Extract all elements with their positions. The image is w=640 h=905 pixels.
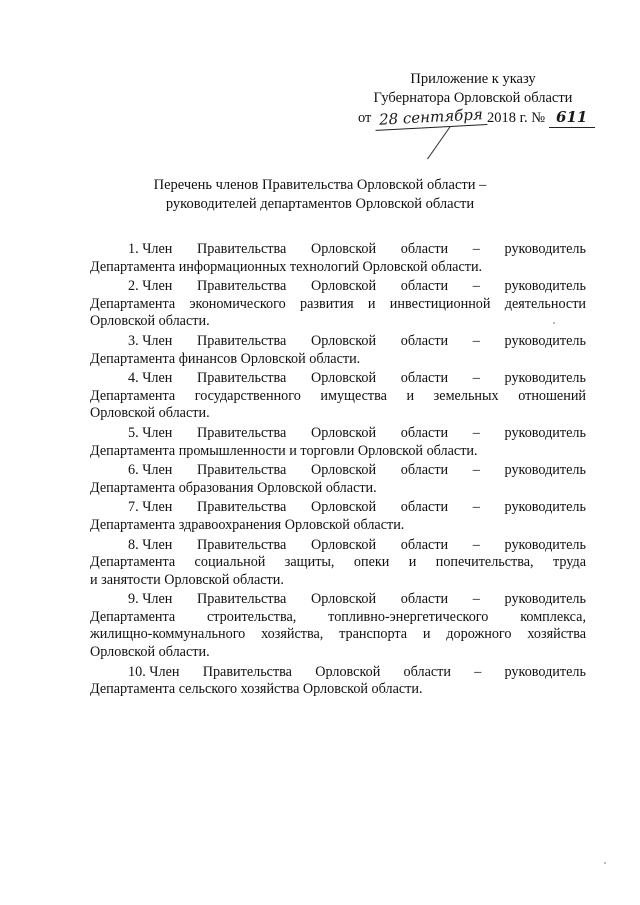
- list-item-word: области: [400, 424, 449, 441]
- list-item: [90, 425, 586, 460]
- list-item-word: Правительства: [202, 663, 292, 680]
- list-item-continuation: Департамента государственного имущества и земельных отношений: [90, 387, 586, 404]
- list-item: [90, 537, 586, 590]
- list-item: [90, 333, 586, 368]
- list-item: [90, 278, 586, 331]
- list-item-word: 2. Член: [128, 278, 173, 295]
- document-title: [90, 176, 550, 214]
- appendix-header-line-1: Приложение к указу: [410, 71, 536, 87]
- list-item-word: Правительства: [197, 332, 287, 349]
- list-item-word: руководитель: [504, 278, 586, 295]
- list-item-word: области: [400, 462, 449, 479]
- list-item-continuation: Орловской области.: [90, 313, 210, 330]
- list-item-continuation: Орловской области.: [90, 644, 210, 661]
- list-item-word: 9. Член: [128, 591, 173, 608]
- list-item-continuation: Департамента образования Орловской области.: [90, 479, 377, 496]
- list-item-word: 1. Член: [128, 241, 173, 257]
- document-title-line-2: руководителей департаментов Орловской области: [165, 196, 475, 212]
- list-item-word: Орловской: [310, 278, 377, 295]
- list-item-continuation: Департамента сельского хозяйства Орловской области.: [90, 681, 423, 698]
- list-item-word: 7. Член: [128, 499, 173, 516]
- list-item-word: руководитель: [504, 499, 586, 516]
- list-item-word: 10. Член: [128, 663, 180, 680]
- scan-speck: [553, 322, 555, 324]
- list-item-word: –: [472, 424, 480, 441]
- list-item-word: области: [400, 499, 449, 516]
- list-item-first-line: [90, 499, 586, 517]
- document-title-line-1: Перечень членов Правительства Орловской области –: [153, 177, 487, 193]
- list-item-word: Орловской: [310, 536, 377, 553]
- list-item-word: области: [400, 591, 449, 608]
- list-item-word: руководитель: [504, 241, 586, 257]
- list-item-continuation: Орловской области.: [90, 405, 210, 422]
- list-item-word: области: [400, 332, 449, 349]
- list-item: [90, 370, 586, 423]
- list-item-word: Правительства: [197, 462, 287, 479]
- list-item-word: руководитель: [504, 332, 586, 349]
- list-item-word: Правительства: [197, 424, 287, 441]
- members-list: [90, 241, 586, 701]
- list-item-word: Правительства: [197, 370, 287, 387]
- list-item-word: руководитель: [504, 591, 586, 608]
- list-item-word: –: [474, 663, 482, 680]
- list-item-first-line: [90, 370, 586, 388]
- list-item-word: Орловской: [310, 241, 377, 257]
- list-item-word: 3. Член: [128, 332, 173, 349]
- list-item-continuation: Департамента здравоохранения Орловской области.: [90, 516, 405, 533]
- list-item-word: –: [472, 591, 480, 608]
- list-item-first-line: [90, 425, 586, 443]
- list-item-word: 6. Член: [128, 462, 173, 479]
- list-item-continuation: жилищно-коммунального хозяйства, транспорта и дорожного хозяйства: [90, 626, 586, 643]
- list-item-word: руководитель: [504, 663, 586, 680]
- list-item-first-line: [90, 241, 586, 259]
- list-item-word: области: [403, 663, 451, 680]
- list-item: [90, 591, 586, 661]
- list-item-word: Правительства: [197, 278, 287, 295]
- list-item-word: руководитель: [504, 424, 586, 441]
- handwritten-decree-number: 611: [549, 108, 595, 128]
- handwritten-date: 28 сентября: [375, 105, 488, 131]
- list-item-continuation: Департамента финансов Орловской области.: [90, 350, 361, 367]
- list-item-first-line: [90, 278, 586, 296]
- list-item-first-line: [90, 333, 586, 351]
- list-item-word: Орловской: [310, 499, 377, 516]
- list-item-word: 4. Член: [128, 370, 173, 387]
- pen-stroke-mark: [427, 126, 451, 159]
- list-item-word: –: [472, 370, 480, 387]
- list-item-word: руководитель: [504, 536, 586, 553]
- decree-year-number-label: 2018 г. №: [487, 110, 546, 126]
- list-item: [90, 462, 586, 497]
- list-item-continuation: Департамента строительства, топливно-энергетического комплекса,: [90, 608, 586, 625]
- list-item-word: Орловской: [310, 591, 377, 608]
- list-item-word: Орловской: [310, 424, 377, 441]
- appendix-header: [358, 70, 588, 128]
- list-item-word: Орловской: [310, 462, 377, 479]
- list-item-word: области: [400, 370, 449, 387]
- list-item-first-line: [90, 591, 586, 609]
- list-item-word: Орловской: [315, 663, 381, 680]
- list-item-word: Орловской: [310, 370, 377, 387]
- list-item-word: –: [472, 536, 480, 553]
- list-item-word: области: [400, 278, 449, 295]
- list-item: [90, 664, 586, 699]
- list-item-continuation: Департамента промышленности и торговли Орловской области.: [90, 442, 478, 459]
- list-item-continuation: Департамента информационных технологий Орловской области.: [90, 258, 483, 275]
- list-item-word: –: [472, 332, 480, 349]
- list-item-first-line: [90, 462, 586, 480]
- list-item-continuation: Департамента социальной защиты, опеки и попечительства, труда: [90, 554, 586, 571]
- list-item-word: 5. Член: [128, 424, 173, 441]
- list-item-word: Орловской: [310, 332, 377, 349]
- list-item-word: –: [472, 462, 480, 479]
- list-item: [90, 241, 586, 276]
- list-item-word: руководитель: [504, 462, 586, 479]
- list-item-word: области: [400, 536, 449, 553]
- list-item-word: руководитель: [504, 370, 586, 387]
- list-item-word: –: [472, 278, 480, 295]
- list-item-first-line: [90, 664, 586, 682]
- list-item-first-line: [90, 537, 586, 555]
- list-item-word: 8. Член: [128, 536, 173, 553]
- scan-speck: [604, 862, 606, 864]
- appendix-header-line-2: Губернатора Орловской области: [373, 90, 573, 106]
- decree-date-line: [358, 105, 588, 129]
- list-item-word: –: [472, 241, 480, 257]
- list-item-word: –: [472, 499, 480, 516]
- list-item-word: Правительства: [197, 499, 287, 516]
- list-item-continuation: Департамента экономического развития и инвестиционной деятельности: [90, 295, 586, 312]
- date-prefix: от: [358, 110, 372, 126]
- list-item-word: Правительства: [197, 536, 287, 553]
- list-item-word: Правительства: [197, 591, 287, 608]
- list-item-word: Правительства: [197, 241, 287, 257]
- list-item-word: области: [400, 241, 449, 257]
- list-item-continuation: и занятости Орловской области.: [90, 571, 284, 588]
- list-item: [90, 499, 586, 534]
